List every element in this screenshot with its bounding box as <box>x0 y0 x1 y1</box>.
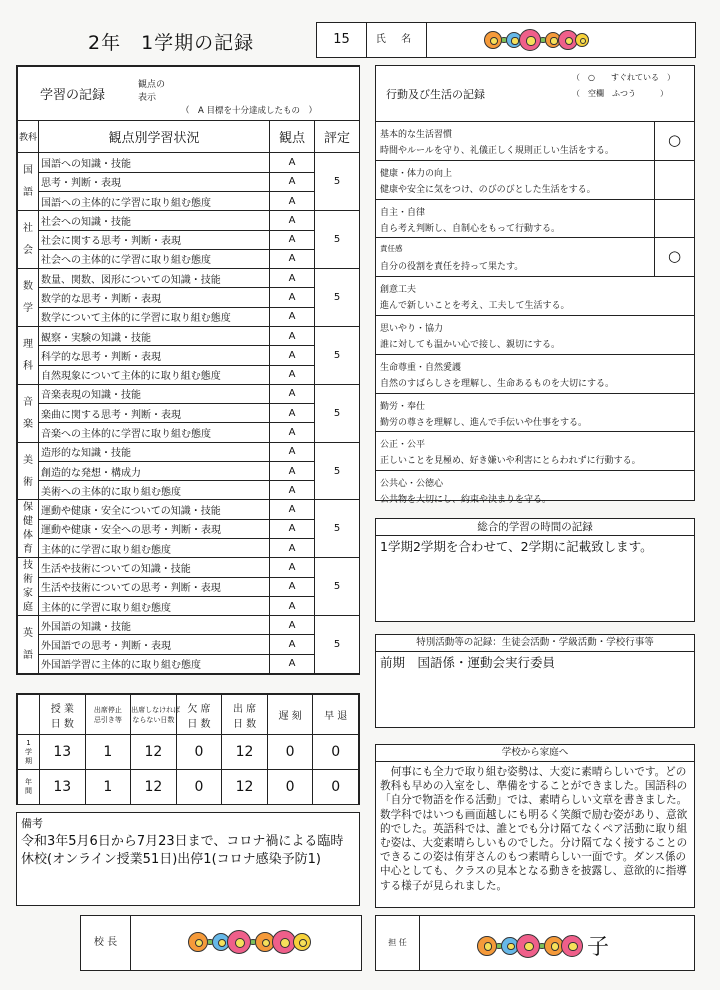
name-label: 氏 名 <box>367 23 427 57</box>
status-text: 楽曲に関する思考・判断・表現 <box>39 404 270 423</box>
view-value: A <box>270 326 315 345</box>
behavior-item-title: 基本的な生活習慣 <box>380 130 453 140</box>
grade-value: 5 <box>315 211 360 269</box>
grade-value: 5 <box>315 558 360 616</box>
grade-row <box>18 558 360 577</box>
attendance-value: 0 <box>267 735 313 770</box>
view-value: A <box>270 596 315 615</box>
behavior-item <box>376 200 694 239</box>
grade-row <box>18 616 360 635</box>
grade-row <box>18 481 360 500</box>
learning-record <box>16 65 360 675</box>
attendance-value: 0 <box>176 770 222 805</box>
behavior-item-desc: 勤労の尊さを理解し、進んで手伝いや仕事をする。 <box>380 417 588 428</box>
grade-row <box>18 230 360 249</box>
grade-row <box>18 423 360 442</box>
grade-row <box>18 596 360 615</box>
attendance-value: 0 <box>313 735 359 770</box>
behavior-record <box>375 65 695 506</box>
behavior-legend-1: （ ○ すぐれている ） <box>572 73 675 82</box>
status-text: 主体的に学習に取り組む態度 <box>39 596 270 615</box>
attendance-value: 12 <box>222 735 268 770</box>
status-text: 主体的に学習に取り組む態度 <box>39 539 270 558</box>
special-activities-text: 前期 国語係・運動会実行委員 <box>380 655 556 670</box>
behavior-item <box>376 471 694 510</box>
behavior-legend-2: （ 空欄 ふつう ） <box>572 89 668 98</box>
status-text: 生活や技術についての知識・技能 <box>39 558 270 577</box>
status-text: 科学的な思考・判断・表現 <box>39 346 270 365</box>
view-value: A <box>270 461 315 480</box>
status-text: 国語への知識・技能 <box>39 153 270 172</box>
view-value: A <box>270 423 315 442</box>
behavior-item-desc: 正しいことを見極め、好き嫌いや利害にとらわれずに行動する。 <box>380 456 641 467</box>
grade-table <box>17 66 360 674</box>
behavior-item-title: 思いやり・協力 <box>380 323 444 334</box>
status-text: 思考・判断・表現 <box>39 172 270 191</box>
attendance-header: 出 席 日 数 <box>222 695 268 735</box>
name-header <box>316 22 696 58</box>
grade-row <box>18 539 360 558</box>
status-text: 創造的な発想・構成力 <box>39 461 270 480</box>
attendance-header: 授 業 日 数 <box>40 695 86 735</box>
behavior-item <box>376 122 694 161</box>
grade-row <box>18 365 360 384</box>
behavior-title: 行動及び生活の記録 <box>386 88 485 101</box>
behavior-item-desc: 誰に対しても温かい心で接し、親切にする。 <box>380 339 561 350</box>
behavior-item <box>376 238 694 277</box>
subject-name: 保 健 体 育 <box>18 500 39 558</box>
attendance-value: 12 <box>222 770 268 805</box>
attendance-period: 1 学 期 <box>18 735 40 770</box>
attendance-value: 0 <box>176 735 222 770</box>
view-value: A <box>270 481 315 500</box>
grade-value: 5 <box>315 500 360 558</box>
attendance-value: 1 <box>85 735 131 770</box>
teacher-label: 担 任 <box>376 916 420 970</box>
remarks-text: 令和3年5月6日から7月23日まで、コロナ禍による臨時休校(オンライン授業51日)出停1(コロナ感染予防1) <box>21 834 344 867</box>
view-value: A <box>270 172 315 191</box>
attendance-header: 欠 席 日 数 <box>176 695 222 735</box>
attendance-value: 0 <box>313 770 359 805</box>
status-text: 外国語での思考・判断・表現 <box>39 635 270 654</box>
behavior-item-title: 公正・公平 <box>380 440 426 451</box>
grade-row <box>18 326 360 345</box>
status-text: 国語への主体的に学習に取り組む態度 <box>39 191 270 210</box>
view-value: A <box>270 211 315 230</box>
attendance-header: 早 退 <box>313 695 359 735</box>
subject-name: 理 科 <box>18 326 39 384</box>
student-number: 15 <box>317 23 367 57</box>
teacher-seal <box>480 930 609 961</box>
behavior-item-title: 公共心・公徳心 <box>380 479 444 490</box>
grade-row <box>18 442 360 461</box>
grade-row <box>18 172 360 191</box>
attendance-header: 出席しなければ ならない日数 <box>131 695 177 735</box>
subject-name: 社 会 <box>18 211 39 269</box>
status-text: 造形的な知識・技能 <box>39 442 270 461</box>
view-value: A <box>270 539 315 558</box>
status-text: 外国語学習に主体的に取り組む態度 <box>39 654 270 673</box>
view-value: A <box>270 269 315 288</box>
attendance-header: 遅 刻 <box>267 695 313 735</box>
subject-name: 技 術 家 庭 <box>18 558 39 616</box>
status-text: 数学的な思考・判断・表現 <box>39 288 270 307</box>
behavior-item-desc: 自然のすばらしさを理解し、生命あるものを大切にする。 <box>380 378 615 389</box>
view-value: A <box>270 519 315 538</box>
behavior-item-title: 健康・体力の向上 <box>380 168 453 179</box>
status-text: 生活や技術についての思考・判断・表現 <box>39 577 270 596</box>
behavior-mark <box>654 161 694 199</box>
status-text: 社会への知識・技能 <box>39 211 270 230</box>
behavior-mark <box>654 200 694 238</box>
view-value: A <box>270 307 315 326</box>
view-value: A <box>270 365 315 384</box>
behavior-item-desc: 自ら考え判断し、自制心をもって行動する。 <box>380 223 561 234</box>
status-text: 自然現象について主体的に取り組む態度 <box>39 365 270 384</box>
grade-row <box>18 654 360 673</box>
grade-row <box>18 288 360 307</box>
subject-name: 数 学 <box>18 269 39 327</box>
col-view: 観点 <box>270 121 315 153</box>
home-message-title: 学校から家庭へ <box>376 745 694 762</box>
col-grade: 評定 <box>315 121 360 153</box>
remarks-title: 備考 <box>21 817 43 830</box>
attendance-value: 13 <box>40 770 86 805</box>
view-value: A <box>270 558 315 577</box>
remarks-box <box>16 812 360 906</box>
view-value: A <box>270 616 315 635</box>
grade-row <box>18 500 360 519</box>
grade-row <box>18 519 360 538</box>
behavior-item <box>376 394 694 433</box>
home-message-text: 何事にも全力で取り組む姿勢は、大変に素晴らしいです。どの教科も早めの入室をし、準備をすることができました。国語科の「自分で物語を作る活動」では、素晴らしい文章を書きました。数学科ではいつも画面越しにも明るく笑顔で励む姿があり、意欲的でした。英語科では、誰とでも分け隔てなくペア活動に取り組む姿は、大変素晴らしいものでした。分け隔てなく接することのできるこの姿は侑芽さんのもつ素晴らしい一面です。ダンス係の中心としても、クラスの見本となる動きを披露し、意欲的に指導する様子が見られました。 <box>380 766 688 892</box>
grade-row <box>18 384 360 403</box>
status-text: 社会への主体的に学習に取り組む態度 <box>39 249 270 268</box>
behavior-item <box>376 277 694 316</box>
status-text: 音楽表現の知識・技能 <box>39 384 270 403</box>
behavior-item-title: 生命尊重・自然愛護 <box>380 362 462 373</box>
view-value: A <box>270 249 315 268</box>
behavior-item <box>376 316 694 355</box>
behavior-item-title: 自主・自律 <box>380 207 426 218</box>
attendance-table <box>17 694 359 805</box>
page-title: 2年 1学期の記録 <box>88 32 255 54</box>
subject-name: 美 術 <box>18 442 39 500</box>
view-value: A <box>270 230 315 249</box>
behavior-header <box>376 66 694 122</box>
behavior-item-desc: 公共物を大切にし、約束や決まりを守る。 <box>380 495 552 506</box>
principal-label: 校 長 <box>81 916 131 970</box>
legend-a: （ A 目標を十分達成したもの ） <box>181 106 318 116</box>
attendance-value: 12 <box>131 770 177 805</box>
behavior-item <box>376 432 694 471</box>
attendance-header: 出席停止 忌引き等 <box>85 695 131 735</box>
grade-row <box>18 211 360 230</box>
grade-value: 5 <box>315 384 360 442</box>
grade-value: 5 <box>315 269 360 327</box>
attendance-value: 0 <box>267 770 313 805</box>
attendance-period: 年 間 <box>18 770 40 805</box>
integrated-study-title: 総合的学習の時間の記録 <box>376 519 694 536</box>
status-text: 運動や健康・安全への思考・判断・表現 <box>39 519 270 538</box>
behavior-item-title: 創意工夫 <box>380 285 417 296</box>
home-message-box <box>375 744 695 908</box>
behavior-item-title: 勤労・奉仕 <box>380 401 426 412</box>
attendance-value: 13 <box>40 735 86 770</box>
view-value: A <box>270 153 315 172</box>
attendance-record <box>16 693 360 805</box>
status-text: 音楽への主体的に学習に取り組む態度 <box>39 423 270 442</box>
behavior-item <box>376 161 694 200</box>
grade-value: 5 <box>315 153 360 211</box>
status-text: 運動や健康・安全についての知識・技能 <box>39 500 270 519</box>
status-text: 外国語の知識・技能 <box>39 616 270 635</box>
integrated-study-text: 1学期2学期を合わせて、2学期に記載致します。 <box>380 539 653 554</box>
grade-row <box>18 249 360 268</box>
col-subject: 教科 <box>18 121 39 153</box>
grade-row <box>18 635 360 654</box>
view-value: A <box>270 442 315 461</box>
special-activities-box <box>375 634 695 728</box>
special-activities-title: 特別活動等の記録：生徒会活動・学級活動・学校行事等 <box>376 635 694 652</box>
behavior-item-desc: 自分の役割を責任を持って果たす。 <box>380 262 524 273</box>
view-value: A <box>270 346 315 365</box>
behavior-item-desc: 健康や安全に気をつけ、のびのびとした生活をする。 <box>380 184 596 195</box>
grade-row <box>18 577 360 596</box>
grade-row <box>18 404 360 423</box>
learning-record-title: 学習の記録 <box>40 88 106 103</box>
grade-value: 5 <box>315 442 360 500</box>
teacher-sign-char: 子 <box>587 935 610 960</box>
grade-row <box>18 153 360 172</box>
grade-row <box>18 346 360 365</box>
behavior-mark: ○ <box>654 238 694 276</box>
behavior-mark: ○ <box>654 122 694 160</box>
behavior-item-desc: 進んで新しいことを考え、工夫して生活する。 <box>380 301 570 312</box>
subject-name: 英 語 <box>18 616 39 674</box>
teacher-box <box>375 915 695 971</box>
legend-row <box>18 67 360 121</box>
grade-row <box>18 191 360 210</box>
status-text: 社会に関する思考・判断・表現 <box>39 230 270 249</box>
status-text: 美術への主体的に取り組む態度 <box>39 481 270 500</box>
flower-stamp-name <box>487 29 589 51</box>
subject-name: 音 楽 <box>18 384 39 442</box>
subject-name: 国 語 <box>18 153 39 211</box>
view-value: A <box>270 654 315 673</box>
col-status: 観点別学習状況 <box>39 121 270 153</box>
behavior-item-desc: 時間やルールを守り、礼儀正しく規則正しい生活をする。 <box>380 146 614 156</box>
view-value: A <box>270 288 315 307</box>
view-value: A <box>270 635 315 654</box>
view-value: A <box>270 384 315 403</box>
status-text: 観察・実験の知識・技能 <box>39 326 270 345</box>
principal-seal <box>191 930 311 954</box>
grade-row <box>18 269 360 288</box>
attendance-value: 1 <box>85 770 131 805</box>
grade-row <box>18 461 360 480</box>
attendance-value: 12 <box>131 735 177 770</box>
grade-row <box>18 307 360 326</box>
status-text: 数学について主体的に学習に取り組む態度 <box>39 307 270 326</box>
view-value: A <box>270 404 315 423</box>
grade-value: 5 <box>315 326 360 384</box>
view-value: A <box>270 577 315 596</box>
status-text: 数量、関数、図形についての知識・技能 <box>39 269 270 288</box>
view-label: 観点の 表示 <box>138 80 166 103</box>
view-value: A <box>270 500 315 519</box>
principal-box <box>80 915 362 971</box>
behavior-item <box>376 355 694 394</box>
integrated-study-box <box>375 518 695 622</box>
behavior-item-title: 責任感 <box>380 244 403 254</box>
view-value: A <box>270 191 315 210</box>
grade-value: 5 <box>315 616 360 674</box>
